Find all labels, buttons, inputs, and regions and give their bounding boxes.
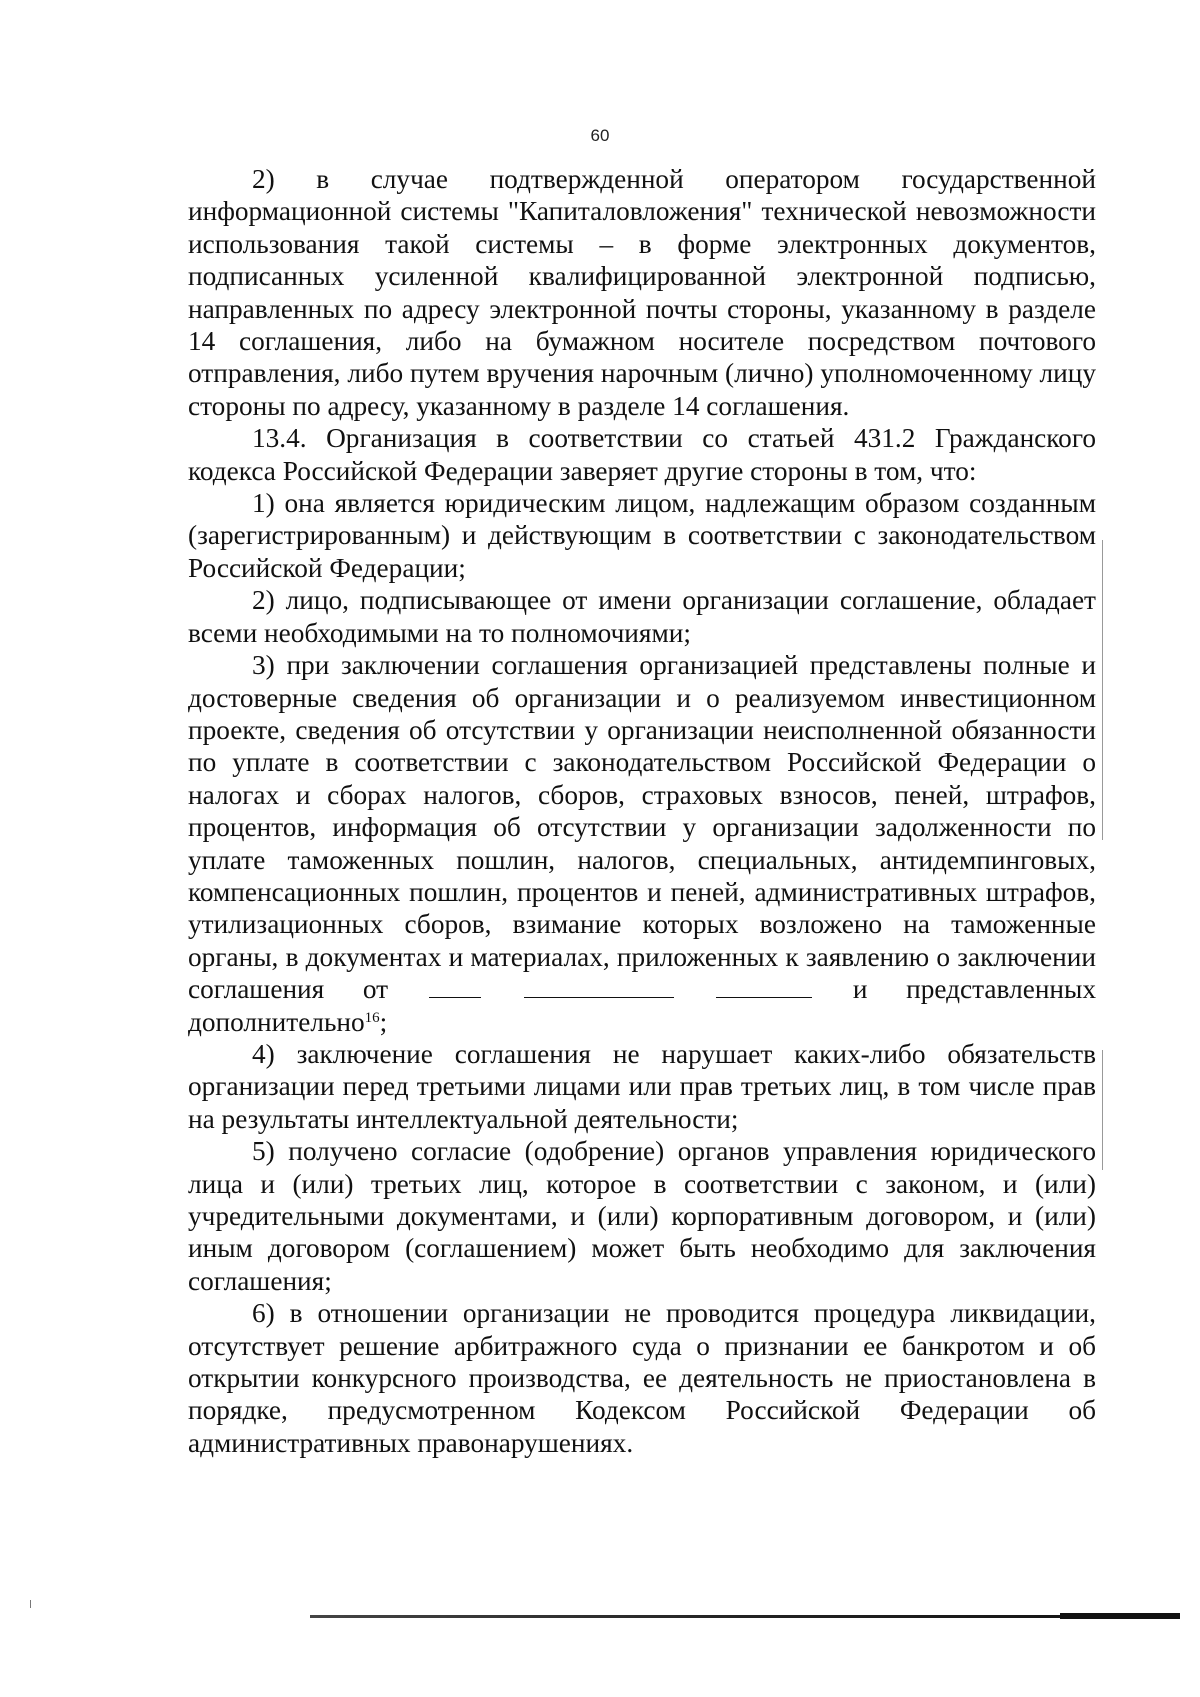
date-blank-month <box>524 975 674 998</box>
list-item-2-signatory-authority: 2) лицо, подписывающее от имени организации соглашение, обладает всеми необходимыми на то полномочиями; <box>188 585 1096 648</box>
date-blank-day <box>429 975 481 998</box>
footnote-reference: 16 <box>364 1009 380 1026</box>
list-item-3-text-continued: и представленных дополнительно <box>188 974 1097 1037</box>
list-item-3-reliable-information <box>188 649 1096 1038</box>
list-item-6-no-liquidation: 6) в отношении организации не проводится процедура ликвидации, отсутствует решение арбитражного суда о признании ее банкротом и об открытии конкурсного производства, ее деятельность не приостановлена в порядке, предусмотренном Кодексом Российской Федерации об административных правонарушениях. <box>188 1298 1096 1458</box>
date-blank-year <box>716 975 812 998</box>
paragraph-13-4-assurances: 13.4. Организация в соответствии со статьей 431.2 Гражданского кодекса Российской Федерации заверяет другие стороны в том, что: <box>188 423 1096 486</box>
list-item-3-text: 3) при заключении соглашения организацией представлены полные и достоверные сведения об организации и о реализуемом инвестиционном проекте, сведения об отсутствии у организации неисполненной обязанности по уплате в соответствии с законодательством Российской Федерации о налогах и сборах налогов, сборов, страховых взносов, пеней, штрафов, процентов, информация об отсутствии у организации задолженности по уплате таможенных пошлин, налогов, специальных, антидемпинговых, компенсационных пошлин, процентов и пеней, административных штрафов, утилизационных сборов, взимание которых возложено на таможенные органы, в документах и материалах, приложенных к заявлению о заключении соглашения от <box>188 650 1096 1005</box>
list-item-3-end: ; <box>379 1006 388 1037</box>
footnote-separator-line-thick <box>1060 1613 1180 1619</box>
list-item-1-legal-entity: 1) она является юридическим лицом, надлежащим образом созданным (зарегистрированным) и действующим в соответствии с законодательством Российской Федерации; <box>188 488 1096 583</box>
footnote-separator-line <box>310 1615 1180 1618</box>
scan-edge-mark <box>1102 540 1103 840</box>
scan-edge-mark <box>30 1600 31 1608</box>
scan-edge-mark <box>1102 1050 1103 1170</box>
paragraph-item-2-electronic-documents: 2) в случае подтвержденной оператором государственной информационной системы "Капиталовложения" технической невозможности использования такой системы – в форме электронных документов, подписанных усиленной квалифицированной электронной подписью, направленных по адресу электронной почты стороны, указанному в разделе 14 соглашения, либо на бумажном носителе посредством почтового отправления, либо путем вручения нарочным (лично) уполномоченному лицу стороны по адресу, указанному в разделе 14 соглашения. <box>188 164 1096 421</box>
document-body <box>188 163 1096 1459</box>
page-number: 60 <box>590 126 610 145</box>
list-item-4-no-breach: 4) заключение соглашения не нарушает каких-либо обязательств организации перед третьими лицами или прав третьих лиц, в том числе прав на результаты интеллектуальной деятельности; <box>188 1038 1096 1134</box>
list-item-5-consent-obtained: 5) получено согласие (одобрение) органов управления юридического лица и (или) третьих лиц, которое в соответствии с законом, и (или) учредительными документами, и (или) корпоративным договором, и (или) иным договором (соглашением) может быть необходимо для заключения соглашения; <box>188 1136 1096 1296</box>
